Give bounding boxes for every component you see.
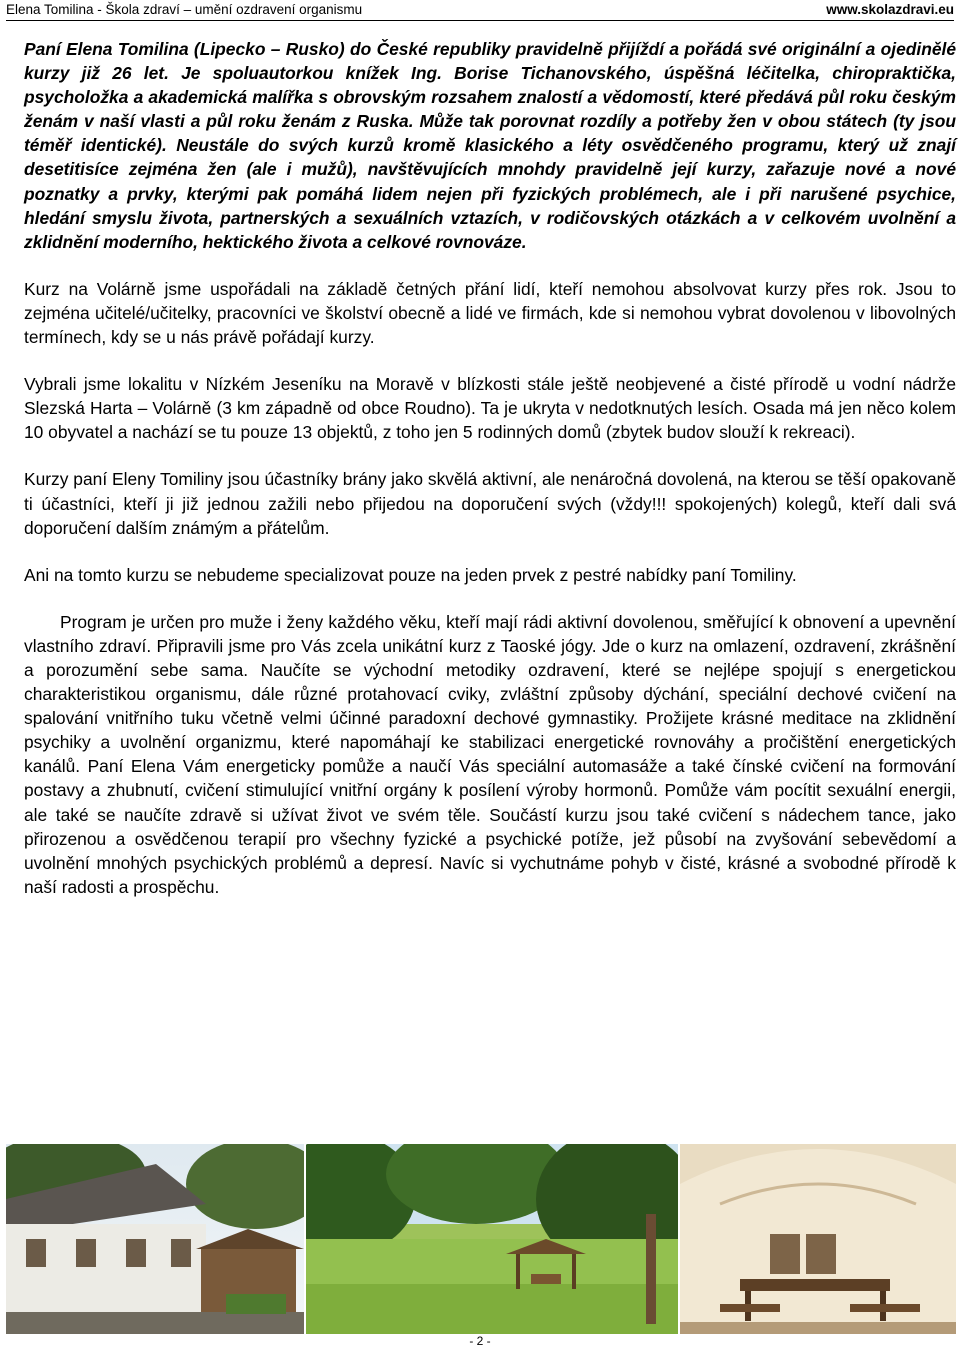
cellar-photo [680,1144,956,1334]
page-header [6,0,954,21]
page-number: - 2 - [469,1334,491,1348]
house-photo [6,1144,304,1334]
specialization-paragraph: Ani na tomto kurzu se nebudeme specializovat pouze na jeden prvek z pestré nabídky paní Tomiliny. [24,564,797,585]
document-body [24,37,956,899]
photo-strip [6,1144,956,1334]
program-paragraph: Program je určen pro muže i ženy každého věku, kteří mají rádi aktivní dovolenou, směřující k obnovení a upevnění vlastního zdraví. Připravili jsme pro Vás zcela unikátní kurz z Taoské jógy. Jde o kurz na omlazení, ozdravení, zkrášnění a porozumění sebe sama. Naučíte se východní metodiky ozdravení, které se nejlépe spojují s energetickou charakteristikou organismu, dále různé protahovací cviky, zvláštní způsoby dýchání, speciální dechové cvičení na spalování vnitřního tuku včetně velmi účinné paradoxní dechové gymnastiky. Prožijete krásné meditace na zklidnění psychiky a uvolnění organizmu, které napomáhají ke stabilizaci energetické rovnováhy a pročištění energetických kanálů. Paní Elena Vám energeticky pomůže a naučí Vás speciální automasáže a také čínské cvičení na formování postavy a zhubnutí, cvičení stimulující vnitřní orgány k posílení výroby hormonů. Pomůže vám pocítit sexuální energii, ale také se naučíte zdravě si užívat život ve svém těle. Součástí kurzu jsou také cvičení s nádechem tance, jako přirozenou a osvědčenou terapií pro všechny fyzické a psychické potíže, jež působí na zvyšování sebevědomí a uvolnění mnohých psychických problémů a depresí. Navíc si vychutnáme pohyb v čisté, krásné a svobodné přírodě k naší radosti a prospěchu. [24,611,956,897]
header-title: Elena Tomilina - Škola zdraví – umění ozdravení organismu [6,2,363,17]
location-paragraph: Vybrali jsme lokalitu v Nízkém Jeseníku na Moravě v blízkosti stále ještě neobjevené a čisté přírodě u vodní nádrže Slezská Harta – Volárně (3 km západně od obce Roudno). Ta je ukryta v nedotknutých lesích. Osada má jen něco kolem 10 obyvatel a nachází se tu pouze 13 objektů, z toho jen 5 rodinných domů (zbytek budov slouží k rekreaci). [24,374,956,443]
course-paragraph: Kurz na Volárně jsme uspořádali na základě četných přání lidí, kteří nemohou absolvovat kurzy přes rok. Jsou to zejména učitelé/učitelky, pracovníci ve školství obecně a lidé ve firmách, kde si nemohou vybrat dovolenou v libovolných termínech, kdy se u nás právě pořádají kurzy. [24,278,956,348]
garden-photo [306,1144,678,1334]
participants-paragraph: Kurzy paní Eleny Tomiliny jsou účastníky brány jako skvělá aktivní, ale nenáročná dovolená, na kterou se těší opakovaně ti účastníci, kteří ji již jednou zažili nebo přijedou na doporučení svých (vždy!!! spokojených) kolegů, kteří dali svá doporučení dalším známým a přátelům. [24,469,956,538]
intro-paragraph: Paní Elena Tomilina (Lipecko – Rusko) do České republiky pravidelně přijíždí a pořádá své originální a ojedinělé kurzy již 26 let. Je spoluautorkou knížek Ing. Borise Tichanovského, úspěšná léčitelka, chiropraktička, psycholožka a akademická malířka s obrovským rozsahem znalostí a vědomostí, které předává půl roku českým ženám v naší vlasti a půl roku ženám z Ruska. Může tak porovnat rozdíly a potřeby žen v obou státech (ty jsou téměř identické). Neustále do svých kurzů kromě klasického a léty osvědčeného programu, který už znají desetitisíce zejména žen (ale i mužů), navštěvujících mnohdy pravidelně její kurzy, zařazuje nové a nové poznatky a prvky, kterými pak pomáhá lidem nejen při fyzických problémech, ale i při narušené psychice, hledání smyslu života, partnerských a sexuálních vztazích, v rodičovských otázkách a v celkovém uvolnění a zklidnění moderního, hektického života a celkové rovnováze. [24,39,956,252]
header-url: www.skolazdravi.eu [826,2,954,17]
